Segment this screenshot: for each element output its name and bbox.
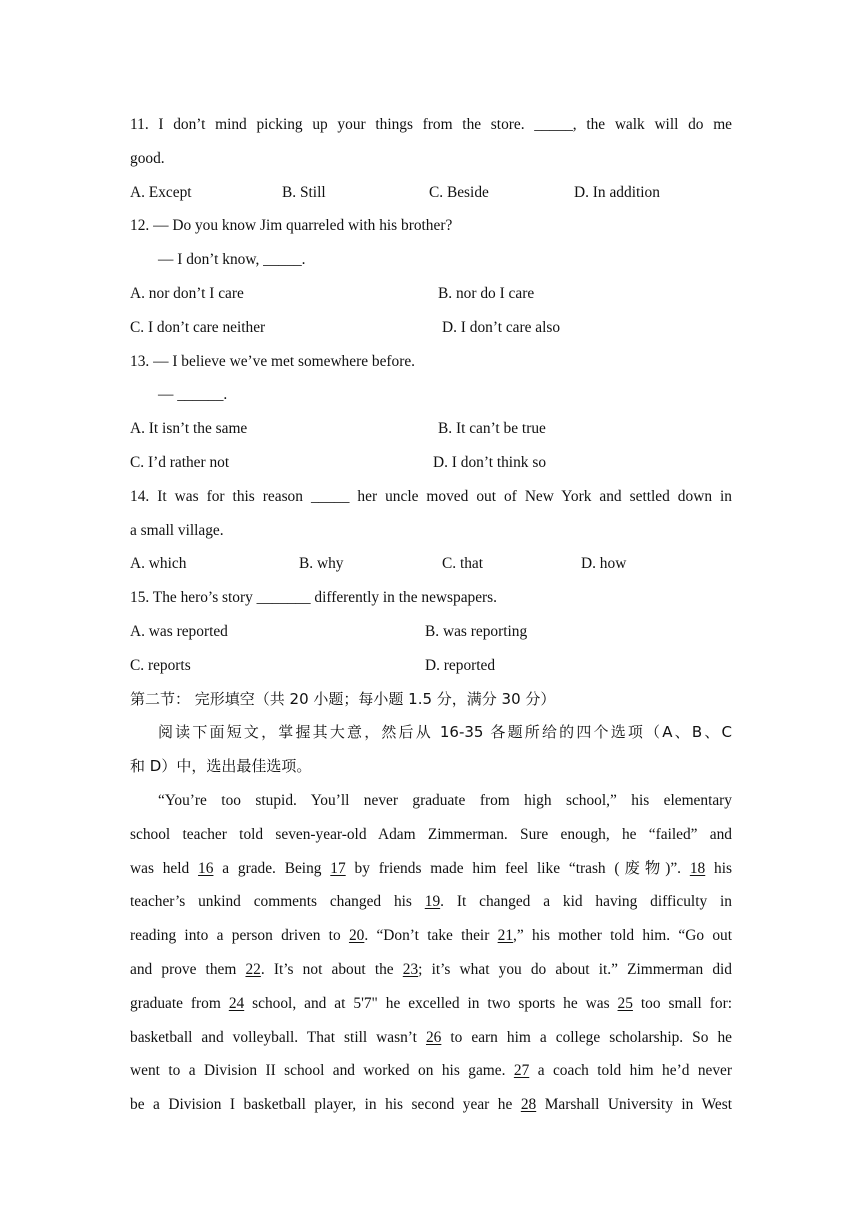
passage-text: a coach told him he’d never — [529, 1062, 733, 1080]
q13-options-cd — [130, 446, 732, 480]
q14-option-d: D. how — [581, 555, 627, 573]
passage-text: was held — [130, 859, 199, 877]
q13-option-b: B. It can’t be true — [438, 420, 546, 438]
passage-text: school, and at 5'7" he excelled in two sports he was — [244, 994, 618, 1012]
q15-options-ab — [130, 615, 732, 649]
q11-stem-cont: good. — [130, 149, 165, 167]
q11-option-d: D. In addition — [574, 183, 660, 201]
q14-stem-cont: a small village. — [130, 521, 224, 539]
exam-content — [130, 108, 732, 1122]
passage-text: too small for: — [632, 994, 733, 1012]
blank-20: 20 — [348, 927, 365, 945]
q12-options-cd — [130, 311, 732, 345]
blank-16: 16 — [198, 859, 214, 877]
passage-text: . It changed a kid having difficulty in — [440, 893, 732, 911]
passage-text: ,” his mother told him. “Go out — [513, 927, 732, 945]
q13-option-c: C. I’d rather not — [130, 453, 230, 471]
passage-text: Marshall University in West — [536, 1096, 732, 1114]
passage-line-1: “You’re too stupid. You’ll never graduate from high school,” his elementary — [158, 791, 732, 809]
passage-line-5 — [130, 919, 732, 953]
q14-option-b: B. why — [299, 555, 344, 573]
q11-option-c: C. Beside — [429, 183, 489, 201]
blank-26: 26 — [425, 1028, 442, 1046]
blank-17: 17 — [330, 859, 346, 877]
passage-line-10 — [130, 1088, 732, 1122]
q13-option-a: A. It isn’t the same — [130, 420, 248, 438]
passage-text: went to a Division II school and worked on his game. — [130, 1062, 514, 1080]
blank-21: 21 — [497, 927, 514, 945]
blank-22: 22 — [245, 960, 261, 978]
section-heading: 第二节： 完形填空（共 20 小题；每小题 1.5 分，满分 30 分） — [130, 689, 556, 708]
q13-stem: 13. — I believe we’ve met somewhere before. — [130, 352, 416, 370]
blank-28: 28 — [520, 1096, 537, 1114]
q13-reply: — ______. — [158, 386, 228, 404]
passage-text: a grade. Being — [213, 859, 331, 877]
section-instructions: 阅读下面短文，掌握其大意，然后从 16-35 各题所给的四个选项（A、B、C — [158, 723, 732, 742]
q11-stem: 11. I don’t mind picking up your things from the store. _____, the walk will do me — [130, 116, 732, 133]
q14-option-a: A. which — [130, 555, 187, 573]
blank-25: 25 — [617, 994, 633, 1012]
q13-options-ab — [130, 412, 732, 446]
passage-line-2: school teacher told seven-year-old Adam Zimmerman. Sure enough, he “failed” and — [130, 825, 732, 843]
passage-text: basketball and volleyball. That still wasn’t — [130, 1028, 426, 1046]
passage-text: graduate from — [130, 994, 229, 1012]
q11-option-a: A. Except — [130, 183, 192, 201]
q12-options-ab — [130, 277, 732, 311]
q14-options — [130, 547, 732, 581]
passage-line-6 — [130, 953, 732, 987]
passage-text: . It’s not about the — [260, 960, 403, 978]
passage-line-4 — [130, 885, 732, 919]
passage-line-9 — [130, 1054, 732, 1088]
passage-text: teacher’s unkind comments changed his — [130, 893, 425, 911]
q13-option-d: D. I don’t think so — [433, 453, 547, 471]
q11-option-b: B. Still — [282, 183, 326, 201]
q14-option-c: C. that — [442, 555, 484, 573]
passage-text: . “Don’t take their — [364, 927, 498, 945]
section-instructions-cont: 和 D）中，选出最佳选项。 — [130, 757, 312, 776]
passage-text: to earn him a college scholarship. So he — [441, 1028, 732, 1046]
q15-option-c: C. reports — [130, 656, 191, 674]
q12-option-d: D. I don’t care also — [442, 318, 561, 336]
q12-option-b: B. nor do I care — [438, 284, 535, 302]
passage-text: his — [705, 859, 732, 877]
passage-text: be a Division I basketball player, in his second year he — [130, 1096, 521, 1114]
passage-line-3 — [130, 852, 732, 886]
q12-option-a: A. nor don’t I care — [130, 284, 244, 302]
passage-line-8 — [130, 1021, 732, 1055]
q15-option-b: B. was reporting — [425, 622, 528, 640]
passage-text: and prove them — [130, 960, 246, 978]
blank-24: 24 — [228, 994, 245, 1012]
blank-27: 27 — [513, 1062, 530, 1080]
q15-stem: 15. The hero’s story _______ differently in the newspapers. — [130, 589, 498, 607]
q12-reply: — I don’t know, _____. — [158, 251, 306, 269]
q12-stem: 12. — Do you know Jim quarreled with his brother? — [130, 217, 453, 235]
q15-option-a: A. was reported — [130, 622, 228, 640]
q14-stem: 14. It was for this reason _____ her uncle moved out of New York and settled down in — [130, 487, 732, 505]
q12-option-c: C. I don’t care neither — [130, 318, 266, 336]
q15-option-d: D. reported — [425, 656, 496, 674]
passage-text: ; it’s what you do about it.” Zimmerman did — [418, 960, 732, 978]
blank-23: 23 — [402, 960, 419, 978]
passage-line-7 — [130, 987, 732, 1021]
passage-text: reading into a person driven to — [130, 927, 349, 945]
blank-19: 19 — [424, 893, 441, 911]
q15-options-cd — [130, 649, 732, 683]
passage-text: by friends made him feel like “trash (废物)”. — [345, 859, 690, 877]
blank-18: 18 — [689, 859, 706, 877]
q11-options — [130, 176, 732, 210]
